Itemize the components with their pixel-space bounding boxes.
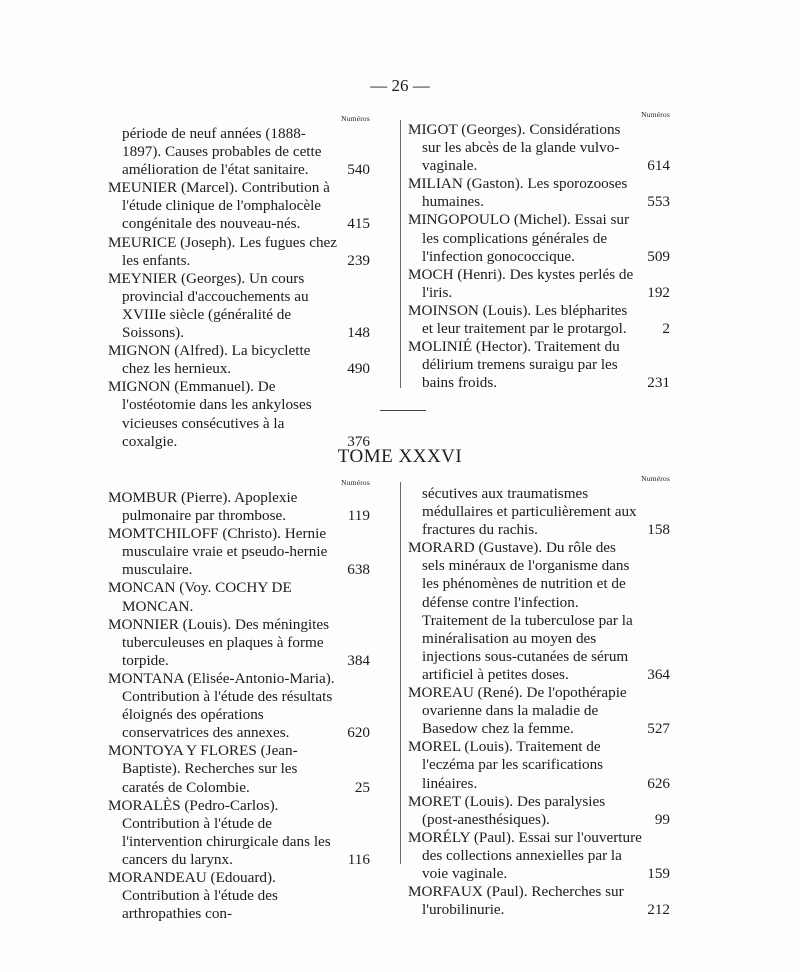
column-divider-lower (400, 482, 401, 864)
upper-left-column (108, 114, 370, 451)
entry-number: 626 (647, 774, 670, 792)
entry-number: 212 (647, 901, 670, 919)
entry-number: 415 (347, 215, 370, 233)
upper-right-column (408, 110, 670, 392)
entry-number: 2 (662, 320, 670, 338)
entry-text: MOLINIÉ (Hector). Traitement du délirium tremens suraigu par les bains froids. (408, 338, 620, 392)
index-entry (408, 266, 670, 302)
entry-text: MOREAU (René). De l'opothérapie ovarienne dans la maladie de Basedow chez la femme. (408, 684, 627, 738)
index-entry (408, 175, 670, 211)
entry-number: 527 (647, 720, 670, 738)
entry-number: 553 (647, 193, 670, 211)
entry-text: MEYNIER (Georges). Un cours provincial d'accouchements au XVIIIe siècle (généralité de Soissons). (108, 269, 309, 342)
entry-number: 231 (647, 374, 670, 392)
entry-number: 620 (347, 724, 370, 742)
index-entry (408, 883, 670, 919)
index-entry (408, 211, 670, 265)
index-entry (408, 302, 670, 338)
entry-text: MORALÈS (Pedro-Carlos). Contribution à l'étude de l'intervention chirurgicale dans les cancers du larynx. (108, 796, 331, 868)
index-entry (408, 121, 670, 175)
entry-text: MORANDEAU (Edouard). Contribution à l'étude des arthropathies con- (108, 868, 278, 923)
entry-text: MORET (Louis). Des paralysies (post-anesthésiques). (408, 792, 606, 828)
column-header-numeros: Numéros (641, 110, 670, 119)
entry-text: MOMBUR (Pierre). Apoplexie pulmonaire par thrombose. (108, 489, 298, 525)
entry-number: 192 (647, 283, 670, 301)
entry-text: MIGNON (Emmanuel). De l'ostéotomie dans les ankyloses vicieuses consécutives à la coxalgie. (108, 378, 312, 450)
entry-text: MOMTCHILOFF (Christo). Hernie musculaire vraie et pseudo-hernie musculaire. (108, 525, 328, 579)
entry-text: MOINSON (Louis). Les blépharites et leur traitement par le protargol. (408, 301, 628, 338)
index-entry (108, 270, 370, 342)
entry-text: MILIAN (Gaston). Les sporozooses humaines. (408, 175, 628, 211)
entry-text: MEUNIER (Marcel). Contribution à l'étude clinique de l'omphalocèle congénitale des nouveau-nés. (108, 179, 330, 233)
index-entry (108, 579, 370, 615)
index-entry (108, 869, 370, 923)
entry-number: 159 (647, 864, 670, 882)
entry-text: MOREL (Louis). Traitement de l'eczéma par les scarifications linéaires. (408, 738, 604, 792)
index-entry (108, 616, 370, 670)
index-entry (108, 125, 370, 179)
entry-text: MONTANA (Elisée-Antonio-Maria). Contribution à l'étude des résultats éloignés des opérations conservatrices des annexes. (108, 669, 335, 742)
tome-title: TOME XXXVI (337, 446, 463, 467)
entry-number: 384 (347, 651, 370, 669)
entry-text: période de neuf années (1888-1897). Causes probables de cette amélioration de l'état sanitaire. (122, 125, 322, 179)
section-rule (380, 410, 426, 411)
index-entry (408, 338, 670, 392)
index-entry (108, 342, 370, 378)
index-entry (108, 670, 370, 742)
entry-number: 119 (347, 507, 370, 525)
entry-number: 116 (347, 850, 370, 868)
entry-text: MONNIER (Louis). Des méningites tuberculeuses en plaques à forme torpide. (108, 615, 330, 669)
index-entry (108, 378, 370, 450)
column-divider-upper (400, 120, 401, 388)
lower-right-column (408, 474, 670, 919)
entry-text: MOCH (Henri). Des kystes perlés de l'iris. (408, 265, 634, 301)
entry-text: MORÉLY (Paul). Essai sur l'ouverture des collections annexielles par la voie vaginale. (408, 828, 642, 882)
index-entry (408, 738, 670, 792)
index-entry (408, 793, 670, 829)
page-number: — 26 — (370, 76, 430, 95)
column-header-numeros: Numéros (641, 474, 670, 483)
index-entry (108, 525, 370, 579)
lower-left-column (108, 478, 370, 923)
entry-number: 239 (347, 251, 370, 269)
entry-number: 99 (654, 810, 670, 828)
entry-text: MORFAUX (Paul). Recherches sur l'urobilinurie. (408, 883, 624, 919)
entry-text: MINGOPOULO (Michel). Essai sur les complications générales de l'infection gonococcique. (408, 211, 630, 265)
column-header-numeros: Numéros (341, 478, 370, 487)
index-entry (108, 797, 370, 869)
entry-number: 490 (347, 360, 370, 378)
entry-text: MIGOT (Georges). Considérations sur les abcès de la glande vulvo-vaginale. (408, 121, 621, 175)
entry-text: sécutives aux traumatismes médullaires et particulièrement aux fractures du rachis. (422, 485, 637, 539)
index-entry (108, 742, 370, 796)
entry-number: 158 (647, 521, 670, 539)
entry-text: MIGNON (Alfred). La bicyclette chez les hernieux. (108, 342, 311, 378)
entry-number: 148 (347, 324, 370, 342)
entry-number: 614 (647, 157, 670, 175)
entry-number: 509 (647, 247, 670, 265)
index-entry (408, 684, 670, 738)
index-entry (408, 539, 670, 684)
index-entry (408, 485, 670, 539)
entry-number: 376 (347, 432, 370, 450)
entry-text: MORARD (Gustave). Du rôle des sels minéraux de l'organisme dans les phénomènes de nutrition et de défense contre l'infection. Traitement de la tuberculose par la minéralisation au moyen des injections sous-cutanées de sérum artificiel à petites doses. (408, 539, 633, 683)
entry-number: 638 (347, 561, 370, 579)
entry-text: MONCAN (Voy. COCHY DE MONCAN. (108, 579, 292, 615)
entry-number: 364 (647, 665, 670, 683)
entry-text: MEURICE (Joseph). Les fugues chez les enfants. (108, 233, 338, 269)
column-header-numeros: Numéros (341, 114, 370, 123)
index-entry (108, 179, 370, 233)
entry-number: 540 (347, 161, 370, 179)
index-entry (108, 234, 370, 270)
entry-text: MONTOYA Y FLORES (Jean-Baptiste). Recherches sur les caratés de Colombie. (108, 742, 298, 796)
index-entry (408, 829, 670, 883)
entry-number: 25 (354, 778, 370, 796)
index-entry (108, 489, 370, 525)
